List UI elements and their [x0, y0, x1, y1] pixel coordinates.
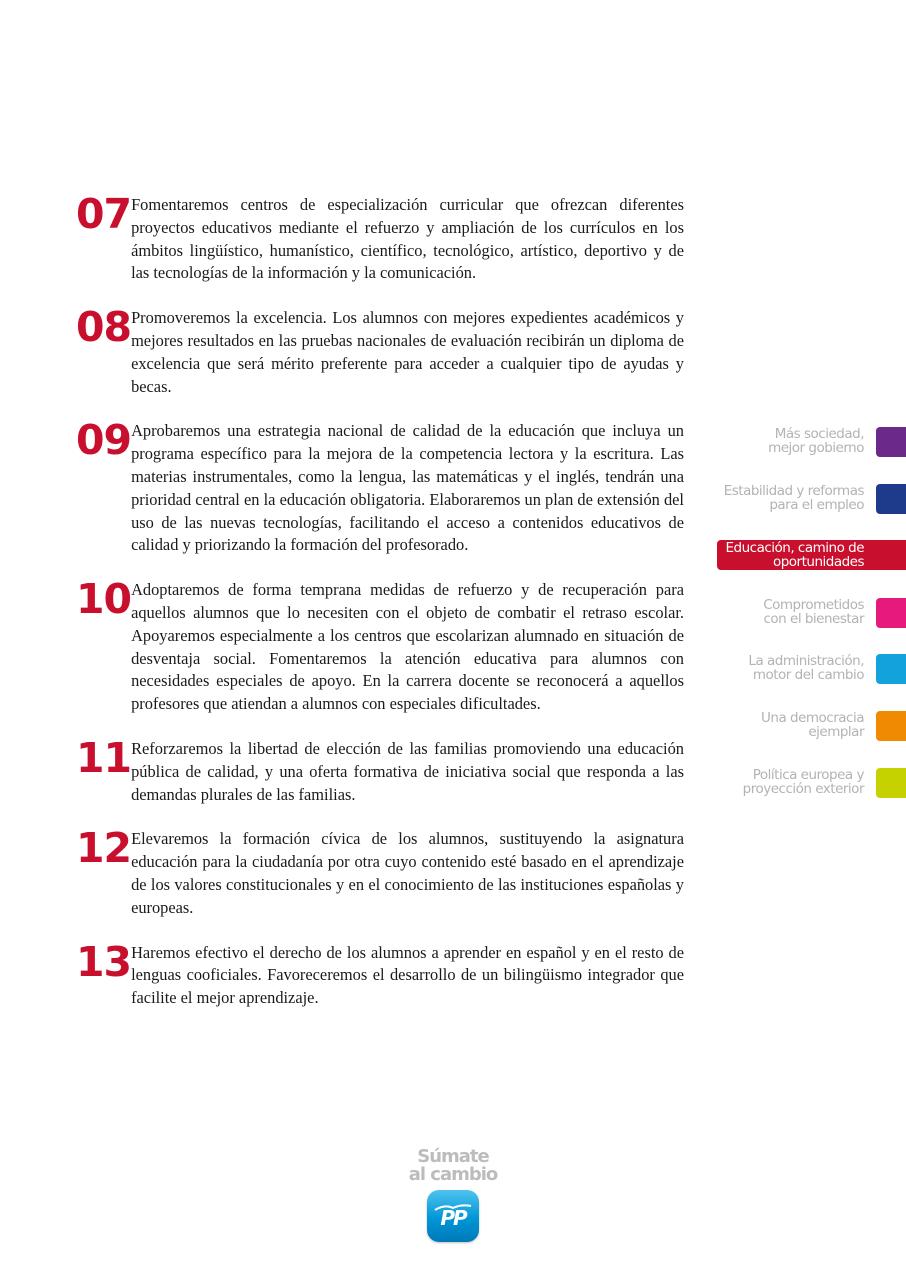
nav-item-politica-europea[interactable] — [700, 765, 906, 799]
proposal-list — [76, 190, 684, 1032]
proposal-text: Aprobaremos una estrategia nacional de calidad de la educación que incluya un programa específico para la mejora de la competencia lectora y la escritura. Las materias instrumentales, como la lengua, las matemáticas y el inglés, tendrán una prioridad central en la educación obligatoria. Elaboraremos un plan de extensión del uso de las nuevas tecnologías, facilitando el acceso a contenidos educativos de calidad y priorizando la formación del profesorado. — [131, 421, 684, 555]
nav-item-estabilidad[interactable] — [700, 481, 906, 515]
footer-logo — [398, 1148, 508, 1242]
proposal-item — [76, 416, 684, 557]
proposal-item — [76, 824, 684, 919]
proposal-text: Adoptaremos de forma temprana medidas de refuerzo y de recuperación para aquellos alumnos que lo necesiten con el objeto de combatir el retraso escolar. Apoyaremos especialmente a los centros que escolarizan alumnado en situación de desventaja social. Fomentaremos la atención educativa para alumnos con necesidades especiales de apoyo. En la carrera docente se reconocerá a aquellos profesores que atiendan a alumnos con especiales dificultades. — [131, 580, 684, 714]
proposal-item — [76, 575, 684, 716]
nav-color-tab — [876, 598, 906, 628]
proposal-item — [76, 303, 684, 398]
proposal-text: Fomentaremos centros de especialización curricular que ofrezcan diferentes proyectos educativos mediante el refuerzo y ampliación de los currículos en los ámbitos lingüístico, humanístico, científico, tecnológico, artístico, deportivo y de las tecnologías de la información y la comunicación. — [131, 195, 684, 283]
slogan: Súmate al cambio — [408, 1146, 498, 1185]
proposal-number: 07 — [76, 190, 132, 238]
proposal-item — [76, 190, 684, 285]
nav-label: Una democracia ejemplar — [761, 710, 864, 740]
proposal-text: Promoveremos la excelencia. Los alumnos con mejores expedientes académicos y mejores resultados en las pruebas nacionales de evaluación recibirán un diploma de excelencia que será mérito preferente para acceder a cualquier tipo de ayudas y becas. — [131, 308, 684, 396]
nav-label: Estabilidad y reformas para el empleo — [723, 483, 864, 513]
nav-color-tab — [876, 768, 906, 798]
nav-label: Política europea y proyección exterior — [742, 767, 864, 797]
nav-item-mas-sociedad[interactable] — [700, 424, 906, 458]
nav-item-educacion[interactable] — [700, 538, 906, 572]
nav-item-administracion[interactable] — [700, 651, 906, 685]
nav-label: Más sociedad, mejor gobierno — [768, 426, 864, 456]
proposal-text: Haremos efectivo el derecho de los alumnos a aprender en español y en el resto de lenguas cooficiales. Favoreceremos el desarrollo de un bilingüismo integrador que facilite el mejor aprendizaje. — [131, 942, 684, 1008]
nav-color-tab — [876, 484, 906, 514]
proposal-text: Elevaremos la formación cívica de los alumnos, sustituyendo la asignatura educación para la ciudadanía por otra cuyo contenido esté basado en el aprendizaje de los valores constitucionales y en el conocimiento de las instituciones españolas y europeas. — [131, 829, 684, 917]
proposal-number: 08 — [76, 303, 132, 352]
pp-logo-icon: PP — [427, 1190, 479, 1242]
proposal-number: 13 — [76, 937, 132, 986]
nav-label: La administración, motor del cambio — [748, 653, 864, 683]
nav-color-tab — [876, 654, 906, 684]
proposal-item — [76, 937, 684, 1010]
nav-item-democracia[interactable] — [700, 708, 906, 742]
nav-color-tab — [876, 711, 906, 741]
proposal-text: Reforzaremos la libertad de elección de las familias promoviendo una educación pública de calidad, y una oferta formativa de iniciativa social que responda a las demandas plurales de las familias. — [131, 738, 684, 804]
proposal-number: 11 — [76, 733, 132, 782]
nav-label: Comprometidos con el bienestar — [763, 597, 864, 627]
nav-label: Educación, camino de oportunidades — [725, 540, 864, 570]
proposal-number: 09 — [76, 416, 132, 465]
proposal-number: 12 — [76, 824, 132, 873]
nav-color-tab — [876, 427, 906, 457]
proposal-item — [76, 733, 684, 806]
proposal-number: 10 — [76, 575, 132, 624]
nav-item-comprometidos[interactable] — [700, 595, 906, 629]
